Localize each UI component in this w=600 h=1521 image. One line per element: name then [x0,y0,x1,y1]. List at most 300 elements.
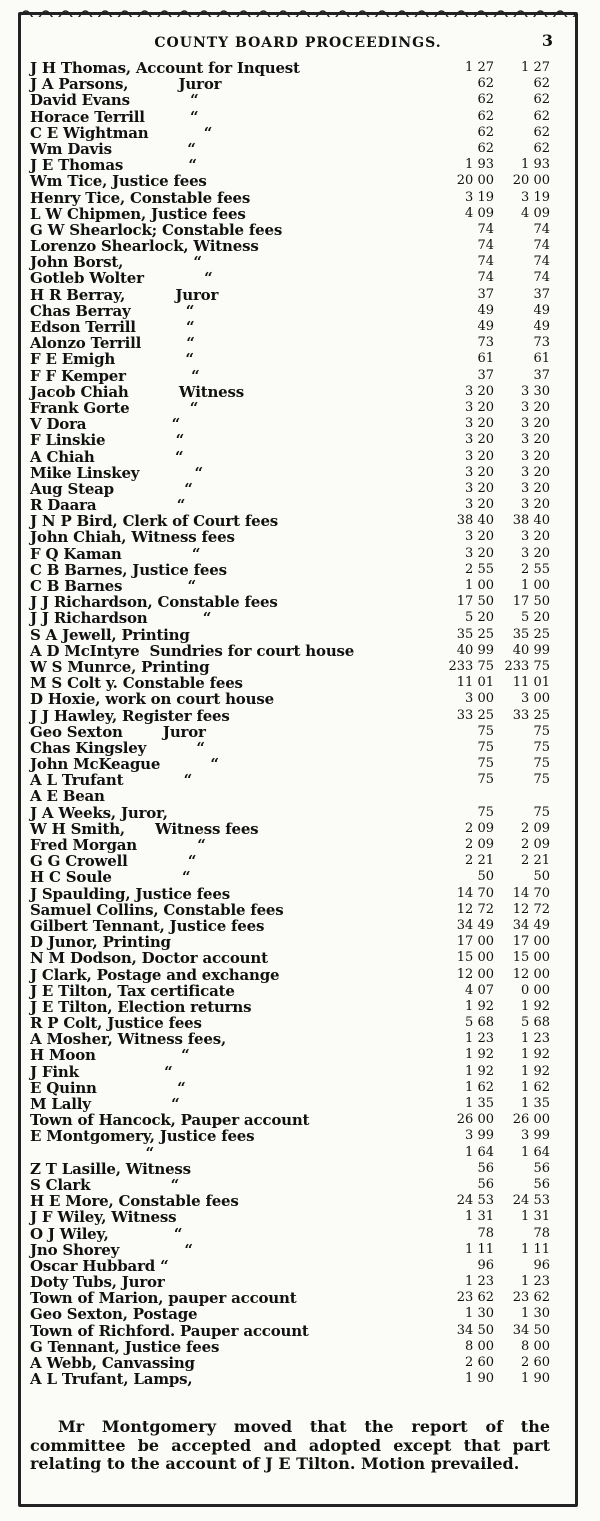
amount-claimed: 3 20 [465,448,494,464]
account-row [30,691,550,707]
account-name: H E More, Constable fees [30,1192,239,1211]
amount-allowed: 3 20 [521,416,550,432]
amount-claimed: 2 60 [465,1355,494,1370]
amount-allowed: 1 11 [521,1241,550,1257]
account-row [30,788,550,804]
amount-allowed: 1 62 [521,1079,550,1095]
account-row [30,513,550,529]
amount-allowed: 1 64 [521,1144,550,1160]
account-row [30,1080,550,1096]
account-name: J E Thomas “ [30,156,197,175]
amount-allowed: 37 [533,367,550,383]
amount-allowed: 1 31 [521,1209,550,1225]
account-row [30,335,550,351]
account-name: F F Kemper “ [30,366,200,385]
account-name: J A Weeks, Juror, [30,803,168,822]
amount-allowed: 2 09 [521,820,550,836]
amount-claimed: 1 23 [465,1031,494,1047]
account-name: A L Trufant “ [30,771,193,790]
amount-allowed: 3 20 [521,432,550,448]
account-name: Wm Tice, Justice fees [30,172,207,191]
amount-claimed: 17 00 [456,934,494,950]
amount-allowed: 3 19 [521,189,550,205]
amount-allowed: 33 25 [512,707,550,723]
amount-claimed: 17 50 [456,594,494,610]
amount-allowed: 3 20 [521,480,550,496]
amount-claimed: 1 00 [465,578,494,593]
amount-allowed: 5 20 [521,610,550,626]
account-name: F Linskie “ [30,431,185,450]
amount-allowed: 12 72 [512,901,550,917]
account-row [30,1355,550,1371]
amount-claimed: 35 25 [456,626,494,642]
account-row [30,1161,550,1177]
amount-allowed: 11 01 [512,675,550,691]
account-name: J E Tilton, Tax certificate [30,981,235,1000]
amount-allowed: 1 92 [521,1063,550,1079]
account-name: D Hoxie, work on court house [30,690,274,709]
account-row [30,465,550,481]
account-row [30,740,550,756]
amount-claimed: 3 20 [465,497,494,513]
amount-claimed: 3 20 [465,464,494,480]
motion-paragraph: Mr Montgomery moved that the report of the committee be accepted and adopted except that part relating to the account of J E Tilton. Motion prevailed. [30,1417,550,1473]
account-name: C B Barnes “ [30,577,196,595]
amount-claimed: 33 25 [456,707,494,723]
account-name: A E Bean [30,787,105,806]
amount-allowed: 73 [533,335,550,351]
amount-allowed: 1 00 [521,578,550,593]
amount-allowed: 1 23 [521,1031,550,1047]
account-name: Aug Steap “ [30,479,193,498]
account-name: C E Wightman “ [30,123,213,142]
amount-claimed: 74 [477,221,494,237]
amount-claimed: 75 [477,723,494,739]
account-row [30,141,550,157]
amount-allowed: 3 20 [521,399,550,415]
account-row [30,1323,550,1339]
account-row [30,206,550,222]
amount-claimed: 3 19 [465,189,494,205]
account-row [30,449,550,465]
amount-allowed: 2 09 [521,837,550,852]
account-row [30,1242,550,1258]
account-name: R P Colt, Justice fees [30,1014,202,1033]
account-name: Oscar Hubbard “ [30,1256,169,1275]
account-row [30,1193,550,1209]
account-row [30,481,550,497]
amount-allowed: 74 [533,221,550,237]
account-row [30,1258,550,1274]
account-row [30,594,550,610]
amount-claimed: 37 [477,367,494,383]
account-name: J Spaulding, Justice fees [30,884,230,903]
account-row [30,1064,550,1080]
account-row [30,109,550,125]
account-name: Lorenzo Shearlock, Witness [30,237,259,256]
account-name: C B Barnes, Justice fees [30,560,227,579]
amount-allowed: 74 [533,238,550,254]
amount-claimed: 1 64 [465,1144,494,1160]
top-scallop-border [21,7,575,17]
amount-allowed: 61 [533,351,550,367]
amount-allowed: 26 00 [512,1112,550,1128]
account-row [30,837,550,853]
amount-claimed: 3 20 [465,529,494,545]
amount-claimed: 78 [477,1225,494,1241]
account-row [30,578,550,594]
account-row [30,853,550,869]
amount-allowed: 75 [533,804,550,820]
amount-claimed: 62 [477,76,494,92]
account-name: Fred Morgan “ [30,836,206,854]
account-row [30,1290,550,1306]
amount-claimed: 1 23 [465,1274,494,1290]
amount-allowed: 4 09 [521,205,550,221]
account-row [30,60,550,76]
amount-allowed: 12 00 [512,966,550,982]
account-name: Frank Gorte “ [30,398,199,417]
account-name: Wm Davis “ [30,139,196,158]
account-name: A Webb, Canvassing [30,1354,195,1372]
amount-claimed: 3 20 [465,432,494,448]
account-name: J A Parsons, Juror [30,75,222,94]
account-row [30,173,550,189]
account-name: Chas Berray “ [30,301,195,320]
account-name: W S Munrce, Printing [30,657,210,676]
account-row [30,1226,550,1242]
amount-claimed: 2 55 [465,561,494,577]
amount-allowed: 62 [533,76,550,92]
account-name: G G Crowell “ [30,852,197,871]
amount-claimed: 62 [477,108,494,124]
amount-claimed: 2 21 [465,853,494,869]
account-name: E Quinn “ [30,1078,186,1097]
amount-allowed: 62 [533,108,550,124]
account-name: J F Wiley, Witness [30,1208,177,1227]
account-row [30,92,550,108]
account-row [30,562,550,578]
account-name: Chas Kingsley “ [30,738,205,757]
account-name: G W Shearlock; Constable fees [30,220,283,239]
account-row [30,1128,550,1144]
amount-claimed: 1 11 [465,1241,494,1257]
amount-allowed: 15 00 [512,950,550,966]
amount-allowed: 24 53 [512,1193,550,1209]
account-row [30,1371,550,1387]
account-row [30,351,550,367]
amount-allowed: 3 20 [521,464,550,480]
amount-claimed: 1 27 [465,60,494,75]
account-row [30,222,550,238]
account-row [30,287,550,303]
amount-claimed: 75 [477,756,494,772]
amount-claimed: 4 07 [465,982,494,998]
account-name: S Clark “ [30,1175,180,1194]
account-name: Town of Richford. Pauper account [30,1321,309,1340]
account-name: R Daara “ [30,496,186,515]
amount-allowed: 23 62 [512,1290,550,1306]
account-row [30,610,550,626]
account-name: Z T Lasille, Witness [30,1159,191,1178]
amount-claimed: 12 72 [456,901,494,917]
account-row [30,546,550,562]
amount-allowed: 1 35 [521,1096,550,1111]
amount-claimed: 1 92 [465,1047,494,1063]
amount-claimed: 5 20 [465,610,494,626]
amount-claimed: 37 [477,286,494,302]
amount-allowed: 3 99 [521,1128,550,1144]
amount-claimed: 11 01 [456,675,494,691]
account-name: V Dora “ [30,415,181,434]
account-name: A Chiah “ [30,447,184,466]
account-row [30,254,550,270]
amount-claimed: 2 09 [465,820,494,836]
amount-claimed: 62 [477,92,494,108]
account-name: Alonzo Terrill “ [30,334,195,353]
account-name: L W Chipmen, Justice fees [30,204,246,223]
account-name: M Lally “ [30,1095,180,1113]
amount-allowed: 50 [533,869,550,885]
amount-allowed: 56 [533,1160,550,1176]
amount-claimed: 1 31 [465,1209,494,1225]
amount-allowed: 3 00 [521,691,550,707]
page-number: 3 [541,31,553,50]
amount-claimed: 50 [477,869,494,885]
amount-claimed: 75 [477,739,494,755]
amount-allowed: 8 00 [521,1338,550,1354]
amount-claimed: 20 00 [456,173,494,189]
amount-allowed: 74 [533,254,550,270]
amount-allowed: 17 00 [512,934,550,950]
amount-allowed: 62 [533,140,550,156]
account-row [30,497,550,513]
account-row [30,1145,550,1161]
account-row [30,1209,550,1225]
account-row [30,869,550,885]
account-row [30,659,550,675]
amount-allowed: 3 30 [521,383,550,399]
amount-allowed: 34 49 [512,917,550,933]
amount-claimed: 62 [477,124,494,140]
amount-claimed: 24 53 [456,1193,494,1209]
amount-allowed: 74 [533,270,550,286]
amount-claimed: 23 62 [456,1290,494,1306]
amount-claimed: 40 99 [456,642,494,658]
account-name: John Borst, “ [30,253,202,272]
account-name: J J Hawley, Register fees [30,706,230,725]
account-row [30,983,550,999]
amount-claimed: 5 68 [465,1015,494,1031]
account-name: J Fink “ [30,1062,173,1081]
amount-claimed: 8 00 [465,1338,494,1354]
amount-claimed: 1 92 [465,1063,494,1079]
account-row [30,432,550,448]
account-name: A Mosher, Witness fees, [30,1030,226,1049]
amount-claimed: 3 00 [465,691,494,707]
account-name: J N P Bird, Clerk of Court fees [30,512,279,531]
amount-allowed: 5 68 [521,1015,550,1031]
account-row [30,902,550,918]
account-row [30,1096,550,1112]
amount-claimed: 3 99 [465,1128,494,1144]
amount-claimed: 74 [477,238,494,254]
amount-claimed: 96 [477,1257,494,1273]
amount-allowed: 14 70 [512,885,550,901]
account-row [30,934,550,950]
amount-allowed: 1 92 [521,998,550,1014]
amount-allowed: 1 92 [521,1047,550,1063]
account-row [30,1047,550,1063]
account-name: H Moon “ [30,1046,190,1065]
amount-claimed: 14 70 [456,885,494,901]
account-name: M S Colt y. Constable fees [30,674,243,693]
account-row [30,190,550,206]
amount-claimed: 34 49 [456,917,494,933]
account-name: S A Jewell, Printing [30,625,190,644]
amount-claimed: 3 20 [465,383,494,399]
amount-allowed: 40 99 [512,642,550,658]
account-row [30,529,550,545]
account-name: Jno Shorey “ [30,1240,193,1259]
amount-allowed: 17 50 [512,594,550,610]
amount-allowed: 35 25 [512,626,550,642]
accounts-list [30,60,550,1387]
amount-allowed: 75 [533,772,550,788]
account-row [30,886,550,902]
amount-claimed: 34 50 [456,1322,494,1338]
amount-allowed: 38 40 [512,513,550,529]
account-row [30,918,550,934]
amount-allowed: 233 75 [504,658,550,674]
account-row [30,772,550,788]
account-name: N M Dodson, Doctor account [30,949,268,968]
account-row [30,238,550,254]
account-name: D Junor, Printing [30,933,171,952]
account-row [30,643,550,659]
amount-allowed: 78 [533,1225,550,1241]
amount-allowed: 20 00 [512,173,550,189]
page-header [21,31,575,55]
account-row [30,384,550,400]
amount-allowed: 49 [533,319,550,334]
account-row [30,950,550,966]
amount-claimed: 1 30 [465,1306,494,1322]
amount-allowed: 1 30 [521,1306,550,1322]
amount-claimed: 49 [477,319,494,334]
account-row [30,724,550,740]
amount-claimed: 1 90 [465,1371,494,1387]
account-name: Samuel Collins, Constable fees [30,900,284,919]
account-name: A L Trufant, Lamps, [30,1370,193,1389]
amount-allowed: 1 93 [521,157,550,173]
amount-allowed: 75 [533,756,550,772]
amount-claimed: 73 [477,335,494,351]
account-row [30,805,550,821]
account-row [30,125,550,141]
amount-claimed: 74 [477,270,494,286]
account-name: David Evans “ [30,91,199,110]
account-name: F E Emigh “ [30,350,194,369]
amount-claimed: 56 [477,1160,494,1176]
amount-claimed: 3 20 [465,545,494,561]
amount-claimed: 75 [477,804,494,820]
amount-allowed: 49 [533,302,550,318]
account-name: “ [30,1143,154,1162]
amount-allowed: 62 [533,124,550,140]
amount-claimed: 233 75 [448,658,494,674]
account-row [30,1015,550,1031]
account-row [30,319,550,335]
amount-allowed: 3 20 [521,529,550,545]
amount-claimed: 74 [477,254,494,270]
account-name: G Tennant, Justice fees [30,1337,220,1356]
account-name: J J Richardson, Constable fees [30,593,278,612]
account-name: J E Tilton, Election returns [30,997,252,1016]
amount-allowed: 1 23 [521,1274,550,1290]
account-row [30,303,550,319]
amount-claimed: 1 62 [465,1079,494,1095]
account-name: John McKeague “ [30,755,219,774]
account-name: Gotleb Wolter “ [30,269,213,288]
amount-claimed: 3 20 [465,416,494,432]
account-name: F Q Kaman “ [30,544,201,563]
account-row [30,1274,550,1290]
account-name: Town of Hancock, Pauper account [30,1111,310,1130]
amount-allowed: 3 20 [521,545,550,561]
amount-claimed: 2 09 [465,837,494,852]
account-row [30,416,550,432]
account-name: H R Berray, Juror [30,285,219,304]
account-row [30,708,550,724]
account-row [30,76,550,92]
account-row [30,1339,550,1355]
account-name: O J Wiley, “ [30,1224,183,1243]
amount-allowed: 75 [533,739,550,755]
amount-claimed: 26 00 [456,1112,494,1128]
amount-claimed: 62 [477,140,494,156]
amount-allowed: 1 90 [521,1371,550,1387]
amount-allowed: 3 20 [521,448,550,464]
amount-allowed: 0 00 [521,982,550,998]
amount-claimed: 49 [477,302,494,318]
amount-allowed: 56 [533,1176,550,1192]
account-name: J H Thomas, Account for Inquest [30,59,300,77]
amount-allowed: 96 [533,1257,550,1273]
amount-allowed: 62 [533,92,550,108]
account-row [30,627,550,643]
amount-claimed: 1 35 [465,1096,494,1111]
amount-allowed: 37 [533,286,550,302]
account-row [30,400,550,416]
account-name: Henry Tice, Constable fees [30,188,251,207]
amount-claimed: 3 20 [465,480,494,496]
page-title: COUNTY BOARD PROCEEDINGS. [154,35,442,51]
account-name: Geo Sexton, Postage [30,1305,198,1324]
account-row [30,675,550,691]
account-name: Horace Terrill “ [30,107,199,126]
amount-allowed: 2 55 [521,561,550,577]
account-row [30,1177,550,1193]
amount-allowed: 75 [533,723,550,739]
amount-allowed: 2 21 [521,853,550,869]
amount-allowed: 3 20 [521,497,550,513]
account-name: J Clark, Postage and exchange [30,965,280,984]
account-name: Doty Tubs, Juror [30,1273,165,1292]
account-name: Mike Linskey “ [30,463,203,482]
amount-claimed: 75 [477,772,494,788]
amount-claimed: 1 92 [465,998,494,1014]
